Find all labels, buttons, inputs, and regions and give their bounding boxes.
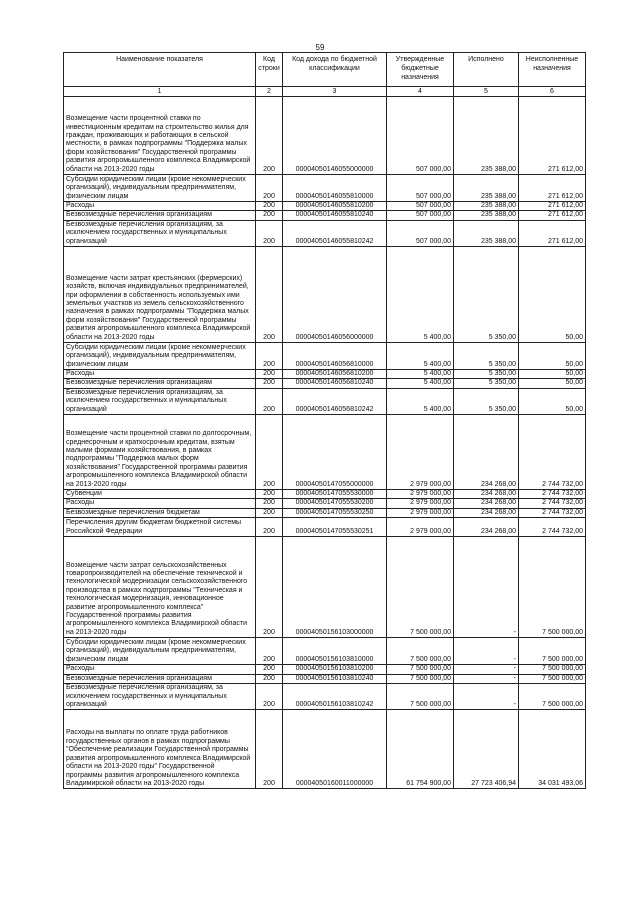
row-line-code: 200 [256, 220, 283, 246]
row-unexecuted: 271 612,00 [519, 202, 586, 211]
row-budget-code: 00004050146056000000 [283, 247, 387, 343]
column-header: Утвержденные бюджетные назначения [387, 53, 454, 87]
table-row [64, 97, 586, 175]
row-executed: - [454, 665, 519, 674]
row-executed: 234 268,00 [454, 508, 519, 517]
row-unexecuted: 7 500 000,00 [519, 684, 586, 710]
row-executed: 235 388,00 [454, 211, 519, 220]
row-executed: 5 350,00 [454, 370, 519, 379]
table-row [64, 415, 586, 490]
table-row [64, 211, 586, 220]
row-line-code: 200 [256, 175, 283, 202]
table-header-row [64, 53, 586, 87]
row-line-code: 200 [256, 415, 283, 490]
row-budget-code: 00004050146055000000 [283, 97, 387, 175]
row-unexecuted: 2 744 732,00 [519, 415, 586, 490]
row-line-code: 200 [256, 499, 283, 508]
budget-table [63, 52, 586, 789]
column-header: Код дохода по бюджетной классификации [283, 53, 387, 87]
row-approved: 507 000,00 [387, 220, 454, 246]
row-budget-code: 00004050146055810000 [283, 175, 387, 202]
row-line-code: 200 [256, 490, 283, 499]
row-approved: 2 979 000,00 [387, 508, 454, 517]
row-budget-code: 00004050147055000000 [283, 415, 387, 490]
row-budget-code: 00004050147055530251 [283, 518, 387, 537]
table-row [64, 370, 586, 379]
row-approved: 507 000,00 [387, 97, 454, 175]
row-executed: - [454, 674, 519, 683]
table-row [64, 508, 586, 517]
row-unexecuted: 7 500 000,00 [519, 665, 586, 674]
row-approved: 507 000,00 [387, 211, 454, 220]
row-approved: 5 400,00 [387, 370, 454, 379]
row-name: Возмещение части процентной ставки по долгосрочным, среднесрочным и краткосрочным кредитам, взятым малыми формами хозяйствования, в рамках подпрограммы "Поддержка малых форм хозяйствования" Государственной программы развития агропромышленного комплекса Владимирской области на 2013-2020 годы [64, 415, 256, 490]
row-approved: 5 400,00 [387, 388, 454, 414]
row-budget-code: 00004050156103810240 [283, 674, 387, 683]
row-name: Безвозмездные перечисления организациям [64, 379, 256, 388]
row-line-code: 200 [256, 370, 283, 379]
row-unexecuted: 50,00 [519, 388, 586, 414]
row-budget-code: 00004050147055530250 [283, 508, 387, 517]
row-name: Безвозмездные перечисления организациям, за исключением государственных и муниципальных организаций [64, 684, 256, 710]
row-name: Безвозмездные перечисления бюджетам [64, 508, 256, 517]
row-line-code: 200 [256, 211, 283, 220]
row-approved: 7 500 000,00 [387, 638, 454, 665]
row-budget-code: 00004050146055810200 [283, 202, 387, 211]
table-row [64, 175, 586, 202]
row-approved: 2 979 000,00 [387, 415, 454, 490]
row-budget-code: 00004050156103810200 [283, 665, 387, 674]
row-executed: - [454, 537, 519, 638]
row-unexecuted: 2 744 732,00 [519, 499, 586, 508]
row-name: Субсидии юридическим лицам (кроме некоммерческих организаций), индивидуальным предпринимателям, физическим лицам [64, 638, 256, 665]
row-line-code: 200 [256, 638, 283, 665]
row-name: Безвозмездные перечисления организациям, за исключением государственных и муниципальных организаций [64, 220, 256, 246]
row-line-code: 200 [256, 343, 283, 370]
row-budget-code: 00004050146055810240 [283, 211, 387, 220]
table-row [64, 202, 586, 211]
row-name: Безвозмездные перечисления организациям [64, 674, 256, 683]
row-executed: 5 350,00 [454, 379, 519, 388]
table-row [64, 343, 586, 370]
row-approved: 7 500 000,00 [387, 665, 454, 674]
row-executed: 5 350,00 [454, 388, 519, 414]
row-unexecuted: 7 500 000,00 [519, 638, 586, 665]
page-number: 59 [315, 43, 325, 52]
row-unexecuted: 50,00 [519, 379, 586, 388]
row-name: Возмещение части затрат крестьянских (фермерских) хозяйств, включая индивидуальных предпринимателей, при оформлении в собственность используемых ими земельных участков из земель сельскохозяйственного назначения в рамках подпрограммы "Поддержка малых форм хозяйствования" Государственной программы развития агропромышленного комплекса Владимирской области на 2013-2020 годы [64, 247, 256, 343]
row-line-code: 200 [256, 508, 283, 517]
row-name: Расходы [64, 370, 256, 379]
table-row [64, 490, 586, 499]
row-line-code: 200 [256, 388, 283, 414]
table-row [64, 518, 586, 537]
row-budget-code: 00004050156103810242 [283, 684, 387, 710]
row-executed: 235 388,00 [454, 175, 519, 202]
row-approved: 5 400,00 [387, 343, 454, 370]
table-row [64, 537, 586, 638]
row-line-code: 200 [256, 710, 283, 789]
row-line-code: 200 [256, 684, 283, 710]
row-executed: 5 350,00 [454, 247, 519, 343]
row-budget-code: 00004050146056810240 [283, 379, 387, 388]
row-approved: 5 400,00 [387, 247, 454, 343]
column-number: 4 [387, 87, 454, 97]
row-line-code: 200 [256, 379, 283, 388]
row-executed: 235 388,00 [454, 202, 519, 211]
row-budget-code: 00004050146056810242 [283, 388, 387, 414]
table-row [64, 710, 586, 789]
row-approved: 507 000,00 [387, 175, 454, 202]
row-name: Расходы [64, 665, 256, 674]
table-row [64, 665, 586, 674]
row-line-code: 200 [256, 518, 283, 537]
row-unexecuted: 2 744 732,00 [519, 508, 586, 517]
row-unexecuted: 50,00 [519, 343, 586, 370]
row-unexecuted: 271 612,00 [519, 211, 586, 220]
row-name: Возмещение части затрат сельскохозяйственных товаропроизводителей на обеспечение технической и технологической модернизации сельскохозяйственного производства в рамках подпрограммы "Техническая и технологическая модернизация, инновационное развитие агропромышленного комплекса" Государственной программы развития агропромышленного комплекса Владимирской области на 2013-2020 годы [64, 537, 256, 638]
column-header: Исполнено [454, 53, 519, 87]
row-line-code: 200 [256, 537, 283, 638]
table-row [64, 674, 586, 683]
table-row [64, 220, 586, 246]
column-number: 2 [256, 87, 283, 97]
row-line-code: 200 [256, 202, 283, 211]
row-unexecuted: 50,00 [519, 247, 586, 343]
row-approved: 7 500 000,00 [387, 684, 454, 710]
row-unexecuted: 2 744 732,00 [519, 518, 586, 537]
row-name: Расходы [64, 499, 256, 508]
column-number: 1 [64, 87, 256, 97]
row-executed: 234 268,00 [454, 499, 519, 508]
row-unexecuted: 2 744 732,00 [519, 490, 586, 499]
row-unexecuted: 34 031 493,06 [519, 710, 586, 789]
row-budget-code: 00004050146056810200 [283, 370, 387, 379]
table-body [64, 97, 586, 789]
column-number: 6 [519, 87, 586, 97]
row-budget-code: 00004050160011000000 [283, 710, 387, 789]
row-name: Возмещение части процентной ставки по инвестиционным кредитам на строительство жилья для граждан, проживающих и работающих в сельской местности, в рамках подпрограммы "Поддержка малых форм хозяйствования" Государственной программы развития агропромышленного комплекса Владимирской области на 2013-2020 годы [64, 97, 256, 175]
row-name: Расходы [64, 202, 256, 211]
row-line-code: 200 [256, 665, 283, 674]
row-unexecuted: 50,00 [519, 370, 586, 379]
row-unexecuted: 7 500 000,00 [519, 537, 586, 638]
row-line-code: 200 [256, 97, 283, 175]
row-executed: 234 268,00 [454, 415, 519, 490]
column-number-row [64, 87, 586, 97]
row-approved: 2 979 000,00 [387, 499, 454, 508]
row-budget-code: 00004050146056810000 [283, 343, 387, 370]
row-line-code: 200 [256, 247, 283, 343]
row-executed: - [454, 684, 519, 710]
row-unexecuted: 271 612,00 [519, 220, 586, 246]
row-budget-code: 00004050156103810000 [283, 638, 387, 665]
row-name: Субсидии юридическим лицам (кроме некоммерческих организаций), индивидуальным предпринимателям, физическим лицам [64, 343, 256, 370]
row-unexecuted: 271 612,00 [519, 97, 586, 175]
row-approved: 507 000,00 [387, 202, 454, 211]
row-budget-code: 00004050146055810242 [283, 220, 387, 246]
table-row [64, 379, 586, 388]
column-header: Наименование показателя [64, 53, 256, 87]
column-number: 3 [283, 87, 387, 97]
row-unexecuted: 7 500 000,00 [519, 674, 586, 683]
row-name: Безвозмездные перечисления организациям [64, 211, 256, 220]
row-approved: 7 500 000,00 [387, 537, 454, 638]
row-executed: - [454, 638, 519, 665]
row-executed: 234 268,00 [454, 490, 519, 499]
table-row [64, 247, 586, 343]
row-approved: 7 500 000,00 [387, 674, 454, 683]
row-executed: 235 388,00 [454, 97, 519, 175]
row-executed: 234 268,00 [454, 518, 519, 537]
row-line-code: 200 [256, 674, 283, 683]
row-name: Субвенции [64, 490, 256, 499]
column-header: Неисполненные назначения [519, 53, 586, 87]
row-approved: 61 754 900,00 [387, 710, 454, 789]
column-number: 5 [454, 87, 519, 97]
row-budget-code: 00004050147055530200 [283, 499, 387, 508]
table-row [64, 638, 586, 665]
row-name: Расходы на выплаты по оплате труда работников государственных органов в рамках подпрограммы "Обеспечение реализации Государственной программы развития агропромышленного комплекса Владимирской области на 2013-2020 годы" Государственной программы развития агропромышленного комплекса Владимирской области на 2013-2020 годы [64, 710, 256, 789]
row-executed: 235 388,00 [454, 220, 519, 246]
row-executed: 5 350,00 [454, 343, 519, 370]
row-approved: 2 979 000,00 [387, 490, 454, 499]
table-row [64, 388, 586, 414]
table-row [64, 499, 586, 508]
column-header: Код строки [256, 53, 283, 87]
row-name: Перечисления другим бюджетам бюджетной системы Российской Федерации [64, 518, 256, 537]
row-unexecuted: 271 612,00 [519, 175, 586, 202]
row-budget-code: 00004050147055530000 [283, 490, 387, 499]
row-name: Безвозмездные перечисления организациям, за исключением государственных и муниципальных организаций [64, 388, 256, 414]
row-approved: 5 400,00 [387, 379, 454, 388]
table-row [64, 684, 586, 710]
row-budget-code: 00004050156103000000 [283, 537, 387, 638]
row-approved: 2 979 000,00 [387, 518, 454, 537]
row-name: Субсидии юридическим лицам (кроме некоммерческих организаций), индивидуальным предпринимателям, физическим лицам [64, 175, 256, 202]
row-executed: 27 723 406,94 [454, 710, 519, 789]
